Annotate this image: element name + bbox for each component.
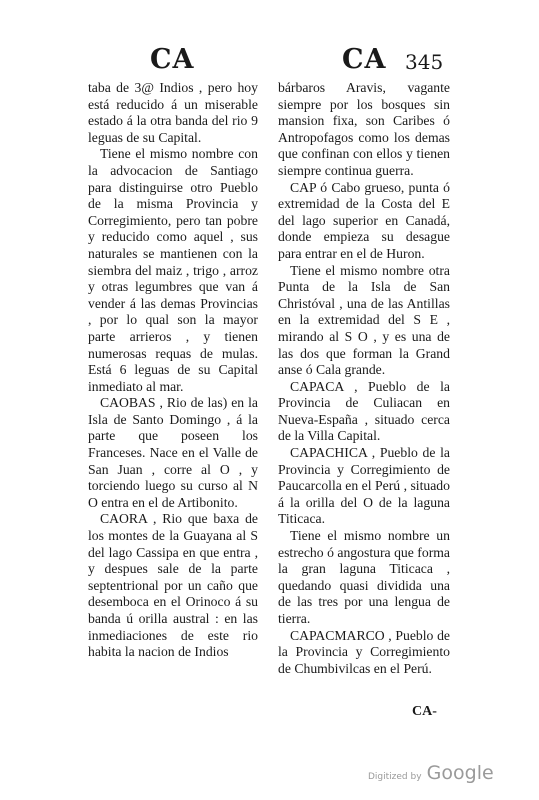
paragraph-continuation-aravis: bárbaros Aravis, vagante siempre por los bosques sin mansion fixa, son Caribes ó Antropofagos como los demas que confinan con ellos y tienen siempre continua guerra. — [278, 80, 450, 178]
entry-caora: CAORA , Rio que baxa de los montes de la Guayana al S del lago Cassipa en que entra , y despues sale de la parte septentrional por un caño que desemboca en el Orinoco á su banda ú orilla austral : en las inmediaciones de este rio habita la nacion de Indios — [88, 511, 258, 660]
watermark-prefix: Digitized by — [368, 772, 422, 782]
page-number: 345 — [405, 50, 444, 74]
left-column — [88, 80, 258, 661]
paragraph-titicaca-strait: Tiene el mismo nombre un estrecho ó angostura que forma la gran laguna Titicaca , quedando quasi dividida una de las tres por una lengua de tierra. — [278, 528, 450, 626]
entry-capaca: CAPACA , Pueblo de la Provincia de Culiacan en Nueva-España , situado cerca de la Villa Capital. — [278, 378, 450, 444]
paragraph-continuation: taba de 3@ Indios , pero hoy está reducido á un miserable estado á la otra banda del rio 9 leguas de su Capital. — [88, 80, 258, 145]
watermark-brand: Google — [426, 762, 494, 784]
paragraph-san-christoval: Tiene el mismo nombre otra Punta de la Isla de San Christóval , una de las Antillas en la extremidad del S E , mirando al S O , y es una de las dos que forman la Grand anse ó Cala grande. — [278, 262, 450, 378]
right-column — [278, 80, 450, 677]
entry-caobas: CAOBAS , Rio de las) en la Isla de Santo Domingo , á la parte que poseen los Franceses. Nace en el Valle de San Juan , corre al O , y torciendo luego su curso al N O entra en el de Artibonito. — [88, 395, 258, 510]
running-head-left: CA — [150, 44, 195, 75]
entry-capachica: CAPACHICA , Pueblo de la Provincia y Corregimiento de Paucarcolla en el Perú , situado á la orilla del O de la laguna Titicaca. — [278, 445, 450, 527]
entry-capacmarco: CAPACMARCO , Pueblo de la Provincia y Corregimiento de Chumbivilcas en el Perú. — [278, 627, 450, 676]
paragraph-santiago: Tiene el mismo nombre con la advocacion de Santiago para distinguirse otro Pueblo de la misma Provincia y Corregimiento, pero tan pobre y reducido como aquel , sus naturales se mantienen con la siembra del maiz , trigo , arroz y otras legumbres que van á vender á las demas Provincias , por lo qual son la mayor parte arrieros , y tienen numerosas requas de mulas. Está 6 leguas de su Capital inmediato al mar. — [88, 146, 258, 394]
google-watermark — [368, 762, 494, 784]
entry-cap: CAP ó Cabo grueso, punta ó extremidad de la Costa del E del lago superior en Canadá, donde empieza su desague para entrar en el de Huron. — [278, 179, 450, 261]
running-head-right: CA — [342, 44, 387, 75]
catchword: CA- — [412, 704, 437, 719]
